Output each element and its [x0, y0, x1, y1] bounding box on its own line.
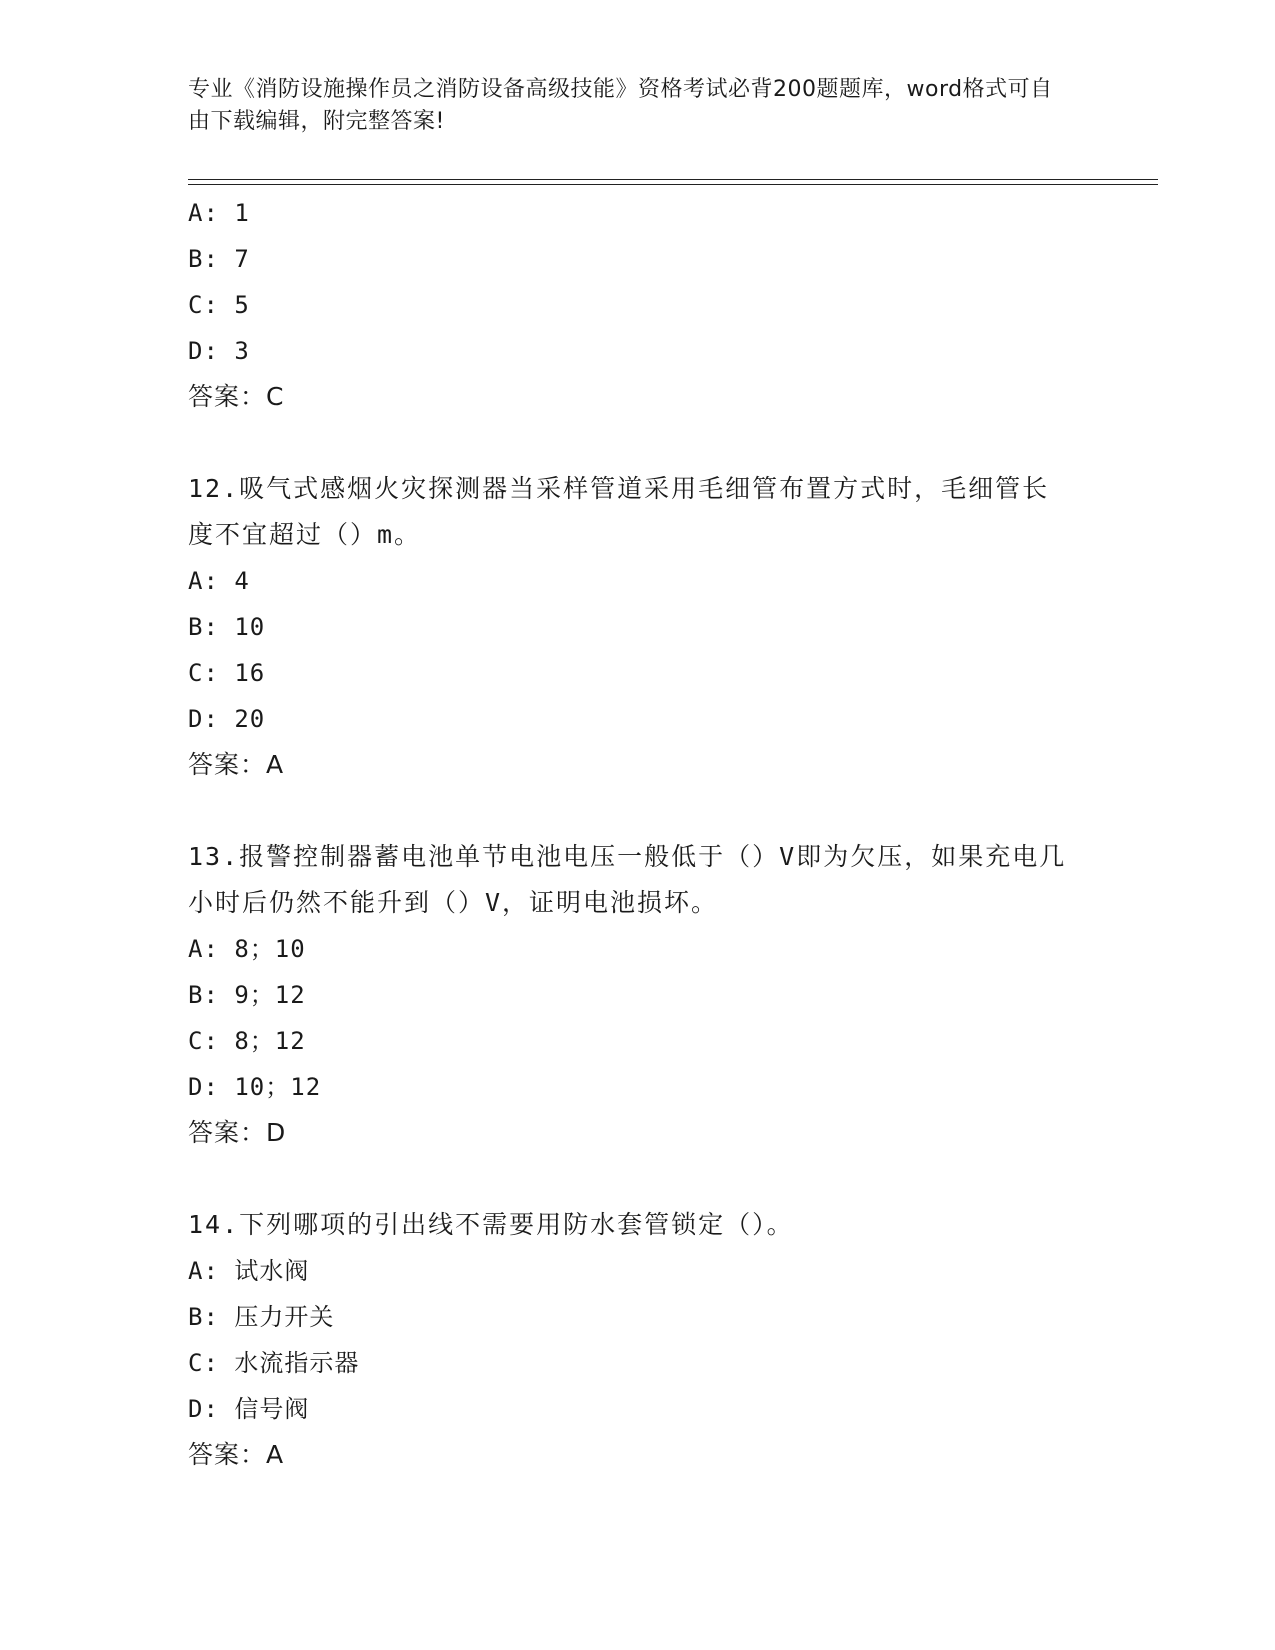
option-c: C: 水流指示器 [188, 1349, 360, 1377]
option-d: D: 10；12 [188, 1073, 322, 1101]
question-11-tail [188, 190, 1088, 420]
question-list [188, 190, 1088, 1478]
option-a: A: 试水阀 [188, 1257, 310, 1285]
option-a: A: 8；10 [188, 935, 306, 963]
option-b: B: 压力开关 [188, 1303, 335, 1331]
answer-line: 答案：C [188, 382, 285, 411]
question-14 [188, 1202, 1088, 1478]
question-text: 13.报警控制器蓄电池单节电池电压一般低于（）V即为欠压，如果充电几小时后仍然不能升到（）V，证明电池损坏。 [188, 842, 1067, 917]
option-a: A: 4 [188, 567, 250, 595]
option-d: D: 20 [188, 705, 266, 733]
option-d: D: 3 [188, 337, 250, 365]
answer-line: 答案：A [188, 1440, 285, 1469]
answer-line: 答案：A [188, 750, 285, 779]
option-c: C: 5 [188, 291, 250, 319]
option-c: C: 16 [188, 659, 266, 687]
answer-line: 答案：D [188, 1118, 287, 1147]
option-b: B: 9；12 [188, 981, 306, 1009]
option-b: B: 7 [188, 245, 250, 273]
option-d: D: 信号阀 [188, 1395, 310, 1423]
document-header: 专业《消防设施操作员之消防设备高级技能》资格考试必背200题题库，word格式可自由下载编辑，附完整答案! [188, 77, 1053, 134]
question-text: 12.吸气式感烟火灾探测器当采样管道采用毛细管布置方式时，毛细管长度不宜超过（）m。 [188, 474, 1050, 549]
header-rule-bottom [188, 184, 1158, 185]
header-rule-top [188, 179, 1158, 180]
question-13 [188, 834, 1088, 1156]
option-a: A: 1 [188, 199, 250, 227]
question-12 [188, 466, 1088, 788]
option-b: B: 10 [188, 613, 266, 641]
question-text: 14.下列哪项的引出线不需要用防水套管锁定（）。 [188, 1210, 794, 1239]
option-c: C: 8；12 [188, 1027, 306, 1055]
